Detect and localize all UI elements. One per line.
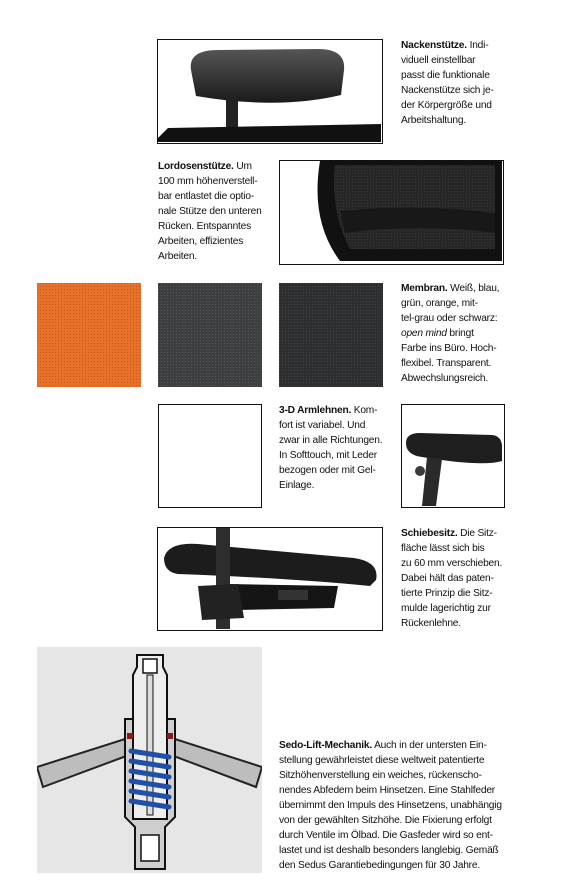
membrane-title: Membran. — [401, 283, 448, 294]
neck-rest-image — [157, 39, 383, 144]
seat-slide-title: Schiebesitz. — [401, 528, 458, 539]
swatch-grey — [158, 283, 262, 387]
seat-slide-image — [157, 527, 383, 631]
lordosis-text: Lordosenstütze. Um 100 mm höhenverstell- bar entlastet die optio- nale Stütze den unteren Rücken. Entspanntes Arbeiten, effizientes Arbeiten. — [158, 161, 262, 262]
seat-slide-text: Schiebesitz. Die Sitz- fläche lässt sich bis zu 60 mm verschieben. Dabei hält das paten- tierte Prinzip die Sitz- mulde lagerichtig zur Rückenlehne. — [401, 528, 503, 629]
membrane-text: Membran. Weiß, blau, grün, orange, mit- tel-grau oder schwarz: open mind bringt Farbe ins Büro. Hoch- flexibel. Transparent. Abwechslungsreich. — [401, 283, 500, 384]
lift-mechanism-text: Sedo-Lift-Mechanik. Auch in der untersten Ein- stellung gewährleistet diese weltweit patentierte Sitzhöhenverstellung ein weiches, rückenscho- nendes Abfedern beim Hinsetzen. Eine Stahlfeder übernimmt den Impuls des Hinsetzens, unabhängig von der gewählten Sitzhöhe. Die Fixierung erfolgt durch Ventile im Ölbad. Die Gasfeder wird so ent- lastet und ist deshalb besonders langlebig. Gemäß den Sedus Garantiebedingungen für 30 Jahre. — [279, 740, 502, 871]
armrest-image — [401, 404, 505, 508]
lordosis-title: Lordosenstütze. — [158, 161, 234, 172]
lift-mechanism-title: Sedo-Lift-Mechanik. — [279, 740, 372, 751]
neck-rest-title: Nackenstütze. — [401, 40, 467, 51]
lift-mechanism-diagram — [37, 647, 262, 873]
armrest-text: 3-D Armlehnen. Kom- fort ist variabel. Und zwar in alle Richtungen. In Softtouch, mit Leder bezogen oder mit Gel- Einlage. — [279, 405, 383, 491]
armrest-blank-frame — [158, 404, 262, 508]
neck-rest-text: Nackenstütze. Indi- viduell einstellbar passt die funktionale Nackenstütze sich je- der Körpergröße und Arbeitshaltung. — [401, 40, 494, 126]
swatch-orange — [37, 283, 141, 387]
lordosis-image — [279, 160, 504, 265]
swatch-black — [279, 283, 383, 387]
armrest-title: 3-D Armlehnen. — [279, 405, 352, 416]
